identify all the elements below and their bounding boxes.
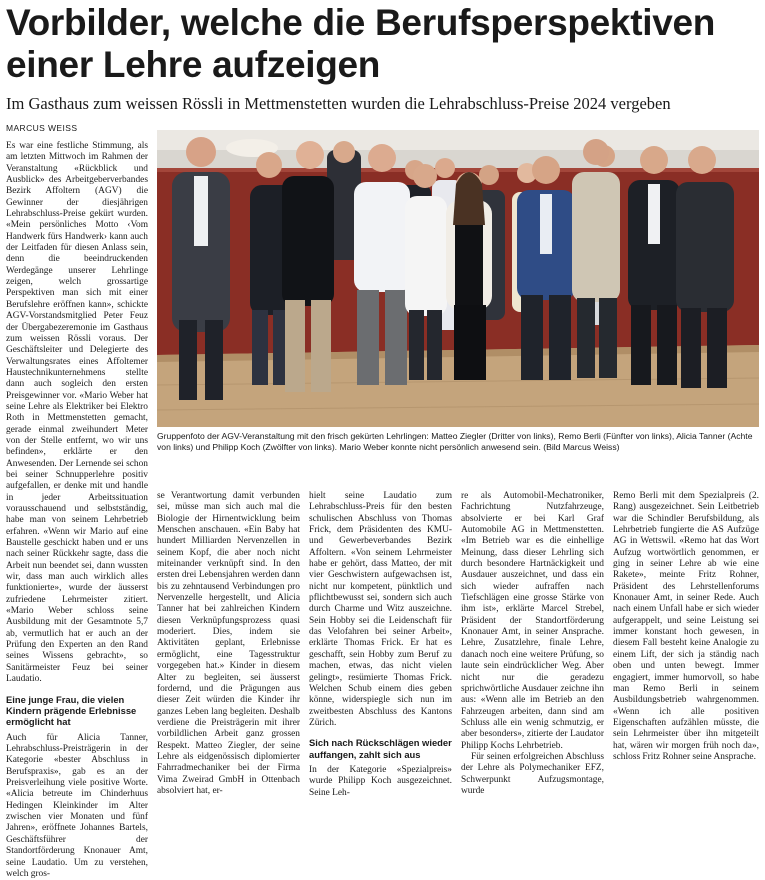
group-photo	[157, 130, 759, 427]
text-column-5	[613, 491, 759, 763]
paragraph: In der Kategorie «Spezialpreis» wurde Philipp Koch ausgezeichnet. Seine Leh-	[309, 765, 452, 798]
paragraph: Auch für Alicia Tanner, Lehrabschluss-Preisträgerin in der Kategorie «bester Abschluss in Berufspraxis», gab es an der Preisverleihung viele positive Worte. «Alicia betreute im Chinderhuus Hedingen Kleinkinder im Alter zwischen vier Monaten und fünf Jahren», eröffnete Johannes Bartels, Geschäftsführer der Standortförderung Knonauer Amt, seine Laudatio. Um zu verstehen, welch gros-	[6, 732, 148, 879]
headline: Vorbilder, welche die Berufsperspektiven einer Lehre aufzeigen	[6, 2, 716, 85]
photo-caption: Gruppenfoto der AGV-Veranstaltung mit den frisch gekürten Lehrlingen: Matteo Ziegler (Dritter von links), Remo Berli (Fünfter von links), Alicia Tanner (Achte von links) und Philipp Koch (Zwölfter von links). Mario Weber konnte nicht persönlich anwesend sein. (Bild Marcus Weiss)	[157, 431, 753, 452]
text-column-4	[461, 491, 604, 797]
paragraph: hielt seine Laudatio zum Lehrabschluss-Preis für den besten schulischen Abschluss von Thomas Frick, dem Präsidenten des KMU- und Gewerbeverbandes Bezirk Affoltern. «Von seinem Lehrmeister habe er gehört, dass Matteo, der mit vier Geschwistern aufgewachsen ist, nicht nur kompetent, pünktlich und pflichtbewusst sei, sondern sich auch durch Charme und Witz auszeichne. Sein Hobby sei die Leidenschaft für das Velofahren bei seiner Arbeit», erklärte Thomas Frick. Er hat es geschafft, sein Hobby zum Beruf zu machen, etwas, das nicht vielen gelingt», resümierte Thomas Frick. Welchen Schub einem dies geben könne, widerspiegle sich nun im zweitbesten Abschluss des Kantons Zürich.	[309, 491, 452, 728]
paragraph: se Verantwortung damit verbunden sei, müsse man sich auch mal die Biologie der Hirnentwicklung beim Menschen anschauen. «Ein Baby hat hundert Milliarden Nervenzellen in seinem Kopf, die aber noch nicht miteinander verknüpft sind. In den ersten drei Lebensjahren werden dann bis zu zehntausend Verbindungen pro Nervenzelle hergestellt, und Alicia Tanner hat bei zahlreichen Kindern diesen Verknüpfungsprozess quasi moderiert. Dies, indem sie Aktivitäten geplant, Erlebnisse ermöglicht, eine Tagesstruktur vorgegeben hat.» Kinder in diesem Alter zu begleiten, sei äusserst fordernd, und die Prägungen aus dieser Zeit würden die Kinder ihr ganzes Leben lang begleiten. Deshalb verdiene die Preisträgerin mit ihrer vorbildlichen Arbeit ganz grossen Respekt. Matteo Ziegler, der seine Lehre als eidgenössisch diplomierter Fahrradmechaniker bei der Firma Vima Zweirad GmbH in Ottenbach absolviert hat, er-	[157, 491, 300, 796]
paragraph: re als Automobil-Mechatroniker, Fachrichtung Nutzfahrzeuge, absolvierte er bei Karl Graf Automobile AG in Mettmenstetten. «Im Betrieb war es die einhellige Meinung, dass dieser Lehrling sich durch besondere Hartnäckigkeit und Ausdauer auszeichnet, und dass ein sich wieder aufraffen nach Tiefschlägen eine grosse Stärke von ihm ist», erklärte Marcel Strebel, Präsident der Standortförderung Knonauer Amt, in seiner Ansprache. Lehre, Zusatzlehre, finale Lehre, danach noch eine weitere Prüfung, so laute sein eindrücklicher Weg. Aber nicht nur die geradezu sprichwörtliche Ausdauer zeichne ihn aus: «Wenn alle im Betrieb an den Fahrzeugen arbeiten, dann sind am Schluss alle ein wenig schmutzig, er aber besonders», zitierte der Laudator Philipp Kochs Lehrbetrieb.	[461, 491, 604, 751]
section-heading: Sich nach Rückschlägen wieder auffangen, zahlt sich aus	[309, 737, 452, 760]
byline: MARCUS WEISS	[6, 123, 78, 133]
paragraph: Für seinen erfolgreichen Abschluss der Lehre als Polymechaniker EFZ, Schwerpunkt Aufzugsmontage, wurde	[461, 751, 604, 796]
paragraph: Remo Berli mit dem Spezialpreis (2. Rang) ausgezeichnet. Sein Leitbetrieb war die Schindler Berufsbildung, als Lehrbetrieb fungierte die AS Aufzüge AG in Wettswil. «Remo hat das Wort Aufzug wortwörtlich genommen, er ging in seiner Lehre ab wie eine Rakete», meinte Fritz Rohner, Präsident des Lehrstellenforums Knonauer Amt, in seiner Rede. Auch nach einem Unfall habe er sich wieder aufgerappelt, und seine Leistung sei immer konstant hoch gewesen, in diesem Fall besteht keine Analogie zu einem Lift, der sich ja ständig nach oben und unten bewegt. Immer engagiert, immer humorvoll, so habe man Remo Berli in seinem Ausbildungsbetrieb wahrgenommen. «Wenn ich alle positiven Eigenschaften aufzählen müsste, die sein Lehrmeister über ihn mitgeteilt hat, wären wir morgen früh noch da», schloss Fritz Rohner seine Ansprache.	[613, 491, 759, 762]
text-column-1	[6, 141, 148, 880]
paragraph: Es war eine festliche Stimmung, als am letzten Mittwoch im Rahmen der Veranstaltung «Rückblick und Ausblick» des Arbeitgeberverbandes Bezirk Affoltern (AGV) die Gewinner der diesjährigen Lehrabschluss-Preise gekürt wurden. «Mein persönliches Motto ‹Vom Handwerk fürs Handwerk› kann auch der Leitfaden für diesen Anlass sein, denn die beeindruckenden Werdegänge unserer Lehrlinge zeigen, welch grossartige Perspektiven man sich mit einer Berufslehre eröffnen kann», schickte AGV-Vorstandsmitglied Peter Feuz der Übergabezeremonie im Gasthaus zum weissen Rössli voraus. Der Geschäftsleiter und Delegierte des Verwaltungsrates eines Affoltemer Haustechnikunternehmens stellte dann auch sogleich den ersten Preisgewinner vor. «Mario Weber hat seine Lehre als Elektriker bei Elektro Roth in Mettmenstetten gemacht, gerade einmal zweihundert Meter von der Stelle entfernt, wo wir uns befinden», erklärte er den Anwesenden. Der Lernende sei schon bei seiner Schnupperlehre positiv aufgefallen, er denke mit und handle in jeder Arbeitssituation vorausschauend und selbstständig, habe man von seinem Lehrbetrieb erfahren. «Wenn wir Mario auf eine Baustelle geschickt haben und er uns nach seiner Rückkehr sagte, dass die Arbeit nun beendet sei, dann wussten wir, dass man auch wirklich alles funktionierte», wurde der äusserst zufriedene Lehrmeister zitiert. «Mario Weber schloss seine Ausbildung mit der Gesamtnote 5,7 ab, vermutlich hat er auch an der Prüfung den Experten an den Rand seines Wissens gebracht», so Sanitärmeister Feuz bei seiner Laudatio.	[6, 141, 148, 685]
group-photo-illustration	[157, 130, 759, 427]
text-column-2	[157, 491, 300, 797]
section-heading: Eine junge Frau, die vielen Kindern prägende Erlebnisse ermöglicht hat	[6, 693, 137, 728]
text-column-3	[309, 491, 452, 799]
subheadline: Im Gasthaus zum weissen Rössli in Mettmenstetten wurden die Lehrabschluss-Preise 2024 vergeben	[6, 94, 671, 113]
